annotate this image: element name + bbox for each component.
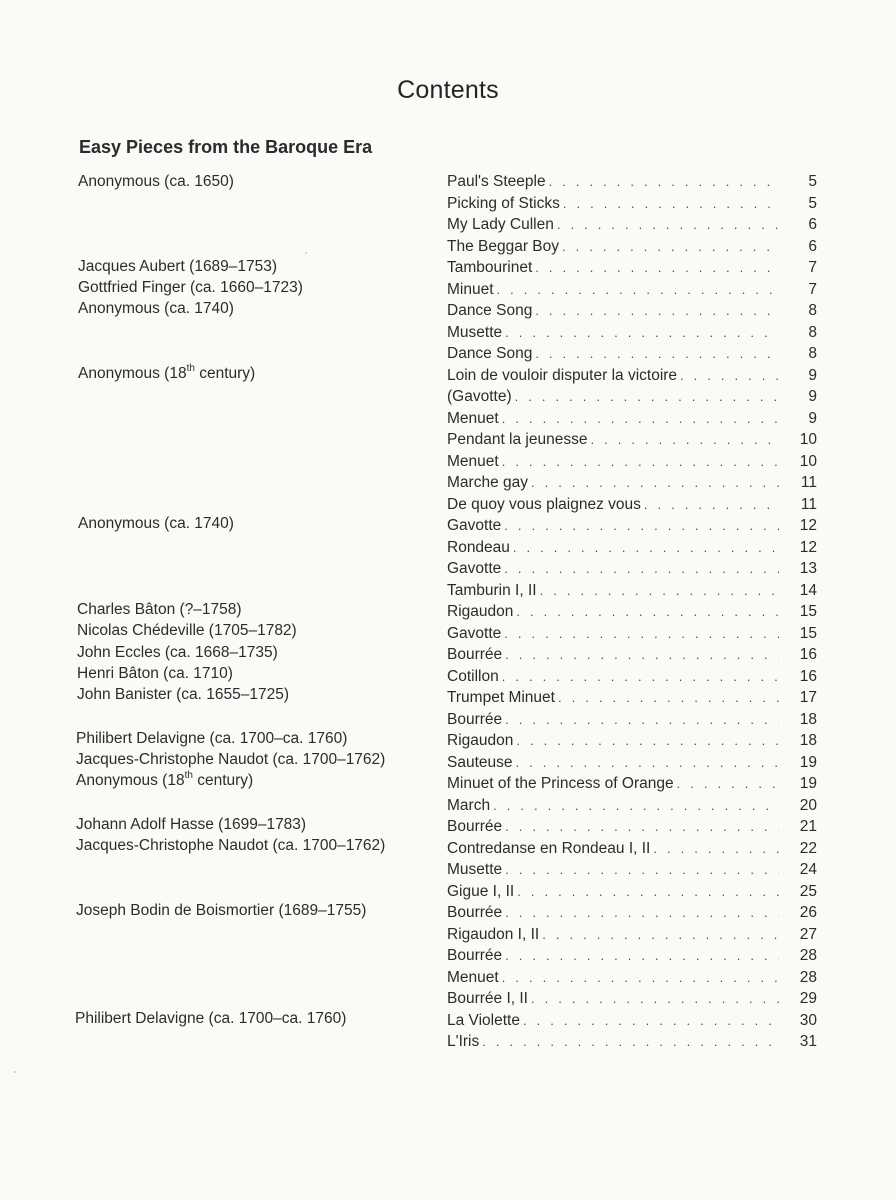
toc-entry[interactable] <box>447 601 817 623</box>
piece-title: Rondeau <box>447 538 510 556</box>
toc-entry[interactable] <box>447 859 817 881</box>
toc-entry[interactable] <box>447 644 817 666</box>
composer-name: Joseph Bodin de Boismortier (1689–1755) <box>76 902 367 919</box>
composer-name: John Eccles (ca. 1668–1735) <box>77 644 278 661</box>
page-number: 5 <box>808 194 817 212</box>
dot-leader <box>504 558 779 580</box>
contents-list <box>447 171 817 1053</box>
page-number: 12 <box>799 538 817 556</box>
piece-title: Trumpet Minuet <box>447 689 555 706</box>
page-number: 16 <box>799 646 817 663</box>
piece-title: My Lady Cullen <box>447 216 554 233</box>
page-number: 14 <box>799 581 817 599</box>
dot-leader <box>502 408 779 430</box>
page-number: 6 <box>808 216 817 233</box>
toc-entry[interactable] <box>447 687 817 709</box>
page-number: 22 <box>799 839 817 857</box>
toc-entry[interactable] <box>447 881 817 903</box>
piece-title: The Beggar Boy <box>447 237 560 255</box>
toc-entry[interactable] <box>447 408 817 430</box>
composer-name: Anonymous (18th century) <box>76 769 254 789</box>
piece-title: De quoy vous plaignez vous <box>447 495 641 513</box>
piece-title: Bourrée <box>447 904 503 921</box>
piece-title: Picking of Sticks <box>447 194 560 212</box>
toc-entry[interactable] <box>447 365 817 387</box>
page-number: 12 <box>799 517 817 534</box>
composer-name: Nicolas Chédeville (1705–1782) <box>77 622 297 639</box>
dot-leader <box>531 988 779 1010</box>
toc-entry[interactable] <box>447 773 817 795</box>
dot-leader <box>562 236 779 258</box>
dot-leader <box>502 967 779 989</box>
piece-title: Tambourinet <box>447 259 533 276</box>
piece-title: Contredanse en Rondeau I, II <box>447 839 651 857</box>
dot-leader <box>504 515 779 537</box>
dot-leader <box>680 365 779 387</box>
composer-name: Jacques-Christophe Naudot (ca. 1700–1762) <box>76 837 386 854</box>
toc-entry[interactable] <box>447 236 817 258</box>
composer-name: Philibert Delavigne (ca. 1700–ca. 1760) <box>76 730 348 747</box>
toc-entry[interactable] <box>447 257 817 279</box>
page-number: 19 <box>799 753 817 771</box>
dot-leader <box>535 343 779 365</box>
toc-entry[interactable] <box>447 193 817 215</box>
dot-leader <box>516 752 780 774</box>
piece-title: Musette <box>447 323 503 341</box>
page-number: 9 <box>808 366 817 384</box>
page-number: 13 <box>799 560 817 577</box>
piece-title: Bourrée <box>447 646 503 663</box>
piece-title: L'Iris <box>447 1033 480 1050</box>
dot-leader <box>505 859 779 881</box>
page-number: 31 <box>799 1033 817 1050</box>
piece-title: Menuet <box>447 409 499 427</box>
composer-name: John Banister (ca. 1655–1725) <box>77 686 289 703</box>
composer-name: Philibert Delavigne (ca. 1700–ca. 1760) <box>75 1010 347 1027</box>
dot-leader <box>502 666 779 688</box>
composer-name: Anonymous (18th century) <box>78 362 256 382</box>
section-heading: Easy Pieces from the Baroque Era <box>79 137 373 157</box>
toc-entry[interactable] <box>447 343 817 365</box>
dot-leader <box>542 924 779 946</box>
toc-entry[interactable] <box>447 214 817 236</box>
page-number: 20 <box>799 796 817 814</box>
toc-entry[interactable] <box>447 902 817 924</box>
toc-entry[interactable] <box>447 945 817 967</box>
piece-title: Menuet <box>447 968 499 986</box>
composer-name: Henri Bâton (ca. 1710) <box>77 665 233 682</box>
page-number: 29 <box>799 990 817 1007</box>
toc-entry[interactable] <box>447 515 817 537</box>
page-number: 16 <box>799 667 817 685</box>
page-number: 18 <box>799 732 817 749</box>
page-number: 6 <box>808 237 817 255</box>
piece-title: (Gavotte) <box>447 388 512 405</box>
dot-leader <box>516 601 779 623</box>
dot-leader <box>563 193 779 215</box>
page-title: Contents <box>397 76 499 104</box>
dot-leader <box>540 580 779 602</box>
piece-title: Rigaudon <box>447 732 514 749</box>
page-number: 28 <box>799 968 817 986</box>
dot-leader <box>513 537 779 559</box>
dot-leader <box>505 945 779 967</box>
dot-leader <box>502 451 779 473</box>
page-number: 8 <box>808 302 817 319</box>
dot-leader <box>531 472 779 494</box>
piece-title: Pendant la jeunesse <box>447 431 588 448</box>
dot-leader <box>505 322 779 344</box>
dot-leader <box>653 838 779 860</box>
dot-leader <box>505 644 779 666</box>
toc-entry[interactable] <box>447 924 817 946</box>
toc-entry[interactable] <box>447 709 817 731</box>
toc-entry[interactable] <box>447 580 817 602</box>
piece-title: Minuet of the Princess of Orange <box>447 775 674 792</box>
dot-leader <box>677 773 779 795</box>
piece-title: Musette <box>447 861 503 878</box>
piece-title: Gavotte <box>447 624 502 642</box>
page-number: 5 <box>808 173 817 190</box>
piece-title: Sauteuse <box>447 753 513 771</box>
dot-leader <box>557 214 779 236</box>
toc-entry[interactable] <box>447 451 817 473</box>
page-number: 21 <box>799 818 817 835</box>
composer-column <box>0 0 420 1200</box>
toc-entry[interactable] <box>447 171 817 193</box>
dot-leader <box>535 257 779 279</box>
composer-name: Anonymous (ca. 1740) <box>78 515 234 532</box>
toc-entry[interactable] <box>447 279 817 301</box>
piece-title: Dance Song <box>447 302 533 319</box>
dot-leader <box>482 1031 779 1053</box>
composer-name: Jacques Aubert (1689–1753) <box>78 258 278 275</box>
toc-entry[interactable] <box>447 623 817 645</box>
page-number: 8 <box>808 345 817 362</box>
piece-title: Bourrée <box>447 710 503 728</box>
page-number: 11 <box>800 495 817 513</box>
page-number: 26 <box>799 904 817 921</box>
composer-name: Johann Adolf Hasse (1699–1783) <box>76 816 307 833</box>
piece-title: Dance Song <box>447 345 533 362</box>
toc-entry[interactable] <box>447 537 817 559</box>
composer-name: Gottfried Finger (ca. 1660–1723) <box>78 279 303 296</box>
dot-leader <box>516 730 779 752</box>
piece-title: Marche gay <box>447 474 528 491</box>
page-number: 10 <box>799 452 817 470</box>
dot-leader <box>558 687 779 709</box>
page-number: 10 <box>799 431 817 448</box>
page-number: 24 <box>799 861 817 878</box>
toc-entry[interactable] <box>447 558 817 580</box>
dot-leader <box>535 300 779 322</box>
toc-entry[interactable] <box>447 386 817 408</box>
piece-title: Tamburin I, II <box>447 581 537 599</box>
toc-entry[interactable] <box>447 967 817 989</box>
piece-title: Bourrée <box>447 947 503 964</box>
piece-title: Cotillon <box>447 667 499 685</box>
dot-leader <box>549 171 779 193</box>
dot-leader <box>590 429 779 451</box>
dot-leader <box>505 902 779 924</box>
page-number: 25 <box>799 882 817 900</box>
toc-entry[interactable] <box>447 494 817 516</box>
dot-leader <box>644 494 779 516</box>
toc-entry[interactable] <box>447 795 817 817</box>
page-number: 30 <box>799 1011 817 1029</box>
dot-leader <box>517 881 779 903</box>
toc-entry[interactable] <box>447 730 817 752</box>
composer-name: Charles Bâton (?–1758) <box>77 601 242 618</box>
paper-speck <box>305 252 307 254</box>
composer-name: Anonymous (ca. 1740) <box>78 300 234 317</box>
dot-leader <box>504 623 779 645</box>
page-number: 17 <box>799 689 817 706</box>
toc-entry[interactable] <box>447 472 817 494</box>
page-number: 28 <box>799 947 817 964</box>
composer-name: Anonymous (ca. 1650) <box>78 173 234 190</box>
dot-leader <box>505 709 779 731</box>
dot-leader <box>523 1010 779 1032</box>
toc-entry[interactable] <box>447 322 817 344</box>
page-number: 18 <box>799 710 817 728</box>
page-number: 9 <box>808 388 817 405</box>
page-number: 7 <box>808 280 817 298</box>
toc-entry[interactable] <box>447 816 817 838</box>
piece-title: Minuet <box>447 280 494 298</box>
toc-entry[interactable] <box>447 429 817 451</box>
piece-title: Rigaudon <box>447 603 514 620</box>
page-number: 11 <box>800 474 817 491</box>
toc-entry[interactable] <box>447 752 817 774</box>
toc-entry[interactable] <box>447 1010 817 1032</box>
page-number: 8 <box>808 323 817 341</box>
piece-title: La Violette <box>447 1011 520 1029</box>
piece-title: Rigaudon I, II <box>447 925 540 943</box>
piece-title: Bourrée I, II <box>447 990 528 1007</box>
toc-entry[interactable] <box>447 838 817 860</box>
piece-title: Gavotte <box>447 517 502 534</box>
composer-name: Jacques-Christophe Naudot (ca. 1700–1762) <box>76 751 386 768</box>
piece-title: Menuet <box>447 452 499 470</box>
paper-speck <box>14 1071 16 1073</box>
piece-title: Paul's Steeple <box>447 173 546 190</box>
page-number: 9 <box>808 409 817 427</box>
toc-entry[interactable] <box>447 1031 817 1053</box>
piece-title: Gigue I, II <box>447 882 515 900</box>
dot-leader <box>497 279 779 301</box>
piece-title: Gavotte <box>447 560 502 577</box>
page-number: 27 <box>799 925 817 943</box>
piece-title: March <box>447 796 491 814</box>
page-number: 15 <box>799 624 817 642</box>
dot-leader <box>515 386 779 408</box>
piece-title: Bourrée <box>447 818 503 835</box>
dot-leader <box>505 816 779 838</box>
page-number: 7 <box>808 259 817 276</box>
piece-title: Loin de vouloir disputer la victoire <box>447 366 678 384</box>
dot-leader <box>493 795 779 817</box>
page-number: 19 <box>799 775 817 792</box>
toc-entry[interactable] <box>447 666 817 688</box>
toc-entry[interactable] <box>447 300 817 322</box>
page-number: 15 <box>799 603 817 620</box>
toc-entry[interactable] <box>447 988 817 1010</box>
